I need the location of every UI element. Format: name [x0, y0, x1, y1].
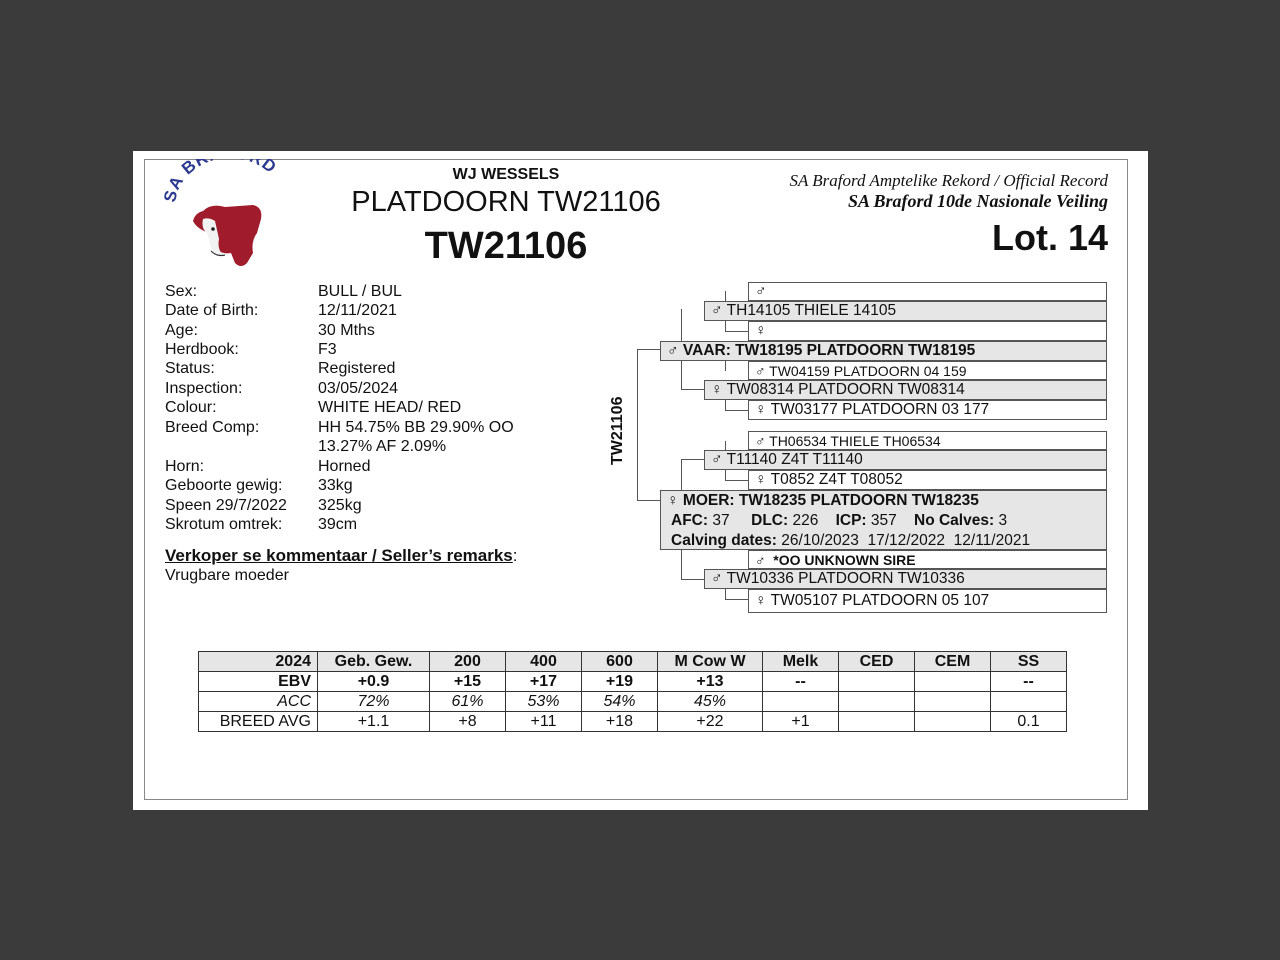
- info-label: Date of Birth:: [165, 302, 259, 319]
- pedigree-sire-label: ♂ VAAR: TW18195 PLATDOORN TW18195: [667, 342, 976, 359]
- table-header-cell: CED: [839, 652, 915, 672]
- sa-braford-logo: [163, 159, 293, 274]
- remarks-text: Vrugbare moeder: [165, 567, 289, 584]
- icp-label: ICP:: [835, 512, 867, 529]
- pedigree-sire: [660, 341, 1107, 361]
- table-header-cell: Geb. Gew.: [318, 652, 430, 672]
- table-cell: +15: [430, 672, 506, 692]
- calving-label: Calving dates:: [671, 532, 777, 549]
- pedigree-line: [681, 579, 704, 580]
- table-header-row: [199, 652, 1067, 672]
- table-header-cell: M Cow W: [658, 652, 763, 672]
- info-value: F3: [318, 341, 337, 358]
- dlc-label: DLC:: [751, 512, 789, 529]
- pedigree-sire-dam: ♀ TW08314 PLATDOORN TW08314: [704, 380, 1107, 400]
- pedigree-sire-sire-sire: ♂: [748, 282, 1107, 301]
- pedigree-line: [725, 321, 726, 331]
- pedigree-subject-label: TW21106: [609, 396, 626, 465]
- table-cell: +1: [763, 712, 839, 732]
- pedigree-sire-dam-dam: ♀ TW03177 PLATDOORN 03 177: [748, 400, 1107, 420]
- auction-title: SA Braford 10de Nasionale Veiling: [847, 191, 1108, 211]
- calves-value: 3: [998, 512, 1008, 529]
- info-value: HH 54.75% BB 29.90% OO 13.27% AF 2.09%: [318, 419, 514, 455]
- table-cell: +8: [430, 712, 506, 732]
- info-value: Registered: [318, 360, 396, 377]
- remarks-heading: [165, 546, 518, 566]
- pedigree-dam: [660, 490, 1107, 550]
- table-header-cell: 2024: [199, 652, 318, 672]
- table-header-cell: Melk: [763, 652, 839, 672]
- info-value: BULL / BUL: [318, 283, 402, 300]
- table-cell: 72%: [318, 692, 430, 712]
- remarks-title: Verkoper se kommentaar / Seller’s remarks: [165, 546, 513, 565]
- pedigree-line: [725, 291, 726, 301]
- pedigree-sire-dam-sire: ♂ TW04159 PLATDOORN 04 159: [748, 361, 1107, 380]
- table-cell: +1.1: [318, 712, 430, 732]
- animal-name: PLATDOORN TW21106: [351, 186, 661, 218]
- info-value: WHITE HEAD/ RED: [318, 399, 462, 416]
- pedigree-line: [725, 480, 748, 481]
- calves-label: No Calves:: [914, 512, 995, 529]
- table-cell: 53%: [506, 692, 582, 712]
- info-value: 39cm: [318, 516, 358, 533]
- pedigree-line: [725, 331, 748, 332]
- animal-id-title: TW21106: [424, 225, 588, 267]
- pedigree-line: [681, 389, 704, 390]
- table-cell: +18: [582, 712, 658, 732]
- info-label: Geboorte gewig:: [165, 477, 283, 494]
- pedigree-line: [681, 549, 682, 579]
- table-cell: [991, 692, 1067, 712]
- info-label: Sex:: [165, 283, 198, 300]
- info-value: 12/11/2021: [318, 302, 397, 319]
- pedigree-dam-dam-sire: ♂ *OO UNKNOWN SIRE: [748, 550, 1107, 569]
- svg-text:SA BRAFORD: [163, 159, 280, 204]
- table-row: [199, 692, 1067, 712]
- pedigree-dam-stats: [667, 511, 1106, 531]
- logo-text: A B D: [164, 159, 281, 193]
- afc-label: AFC:: [671, 512, 709, 529]
- remarks-colon: :: [512, 546, 518, 565]
- pedigree-dam-calving: [667, 531, 1106, 551]
- table-cell: --: [991, 672, 1067, 692]
- table-cell: +22: [658, 712, 763, 732]
- info-label: Skrotum omtrek:: [165, 516, 283, 533]
- pedigree-line: [725, 589, 726, 599]
- pedigree-dam-dam-dam: ♀ TW05107 PLATDOORN 05 107: [748, 589, 1107, 613]
- lot-number: Lot. 14: [991, 217, 1108, 258]
- pedigree-line: [725, 410, 748, 411]
- info-label: Status:: [165, 360, 215, 377]
- pedigree-dam-sire-dam: ♀ T0852 Z4T T08052: [748, 470, 1107, 490]
- table-row: [199, 712, 1067, 732]
- pedigree-line: [637, 500, 660, 501]
- info-label: Horn:: [165, 458, 205, 475]
- pedigree-dam-label: ♀ MOER: TW18235 PLATDOORN TW18235: [667, 492, 979, 509]
- table-cell: +0.9: [318, 672, 430, 692]
- table-row: [199, 672, 1067, 692]
- table-header-cell: 400: [506, 652, 582, 672]
- pedigree-line: [637, 349, 660, 350]
- info-label: Colour:: [165, 399, 217, 416]
- table-cell: 0.1: [991, 712, 1067, 732]
- pedigree-line: [725, 470, 726, 480]
- pedigree-sire-sire: ♂ TH14105 THIELE 14105: [704, 301, 1107, 321]
- table-cell: 61%: [430, 692, 506, 712]
- table-cell: ACC: [199, 692, 318, 712]
- info-label: Speen 29/7/2022: [165, 497, 287, 514]
- table-cell: +17: [506, 672, 582, 692]
- pedigree-sire-sire-dam: ♀: [748, 321, 1107, 341]
- pedigree-line: [725, 400, 726, 410]
- info-label: Herdbook:: [165, 341, 239, 358]
- table-cell: 54%: [582, 692, 658, 712]
- table-cell: +19: [582, 672, 658, 692]
- table-cell: [839, 692, 915, 712]
- table-cell: [839, 672, 915, 692]
- pedigree-line: [681, 459, 704, 460]
- afc-value: 37: [712, 512, 730, 529]
- info-value: 03/05/2024: [318, 380, 399, 397]
- calving-dates: 26/10/2023 17/12/2022 12/11/2021: [781, 532, 1031, 549]
- info-label: Age:: [165, 322, 198, 339]
- record-card: [133, 151, 1148, 810]
- pedigree-dam-sire: ♂ T11140 Z4T T11140: [704, 450, 1107, 470]
- table-header-cell: 200: [430, 652, 506, 672]
- dlc-value: 226: [792, 512, 819, 529]
- pedigree-line: [637, 349, 638, 500]
- info-label: Breed Comp:: [165, 419, 260, 436]
- table-cell: [839, 712, 915, 732]
- table-cell: [763, 692, 839, 712]
- info-value: Horned: [318, 458, 371, 475]
- table-cell: +11: [506, 712, 582, 732]
- info-value: 30 Mths: [318, 322, 375, 339]
- table-cell: BREED AVG: [199, 712, 318, 732]
- info-value: 325kg: [318, 497, 362, 514]
- ebv-table: [198, 651, 1067, 732]
- pedigree-dam-dam: ♂ TW10336 PLATDOORN TW10336: [704, 569, 1107, 589]
- table-cell: [915, 672, 991, 692]
- table-cell: EBV: [199, 672, 318, 692]
- table-cell: [915, 712, 991, 732]
- table-cell: --: [763, 672, 839, 692]
- pedigree-line: [725, 599, 748, 600]
- table-header-cell: 600: [582, 652, 658, 672]
- icp-value: 357: [870, 512, 897, 529]
- pedigree-dam-sire-sire: ♂ TH06534 THIELE TH06534: [748, 431, 1107, 450]
- record-title: SA Braford Amptelike Rekord / Official Record: [789, 171, 1108, 190]
- table-header-cell: SS: [991, 652, 1067, 672]
- breeder-name: WJ WESSELS: [452, 166, 560, 183]
- pedigree-line: [725, 361, 726, 371]
- info-value: 33kg: [318, 477, 353, 494]
- info-label: Inspection:: [165, 380, 243, 397]
- table-cell: +13: [658, 672, 763, 692]
- table-cell: 45%: [658, 692, 763, 712]
- table-header-cell: CEM: [915, 652, 991, 672]
- table-cell: [915, 692, 991, 712]
